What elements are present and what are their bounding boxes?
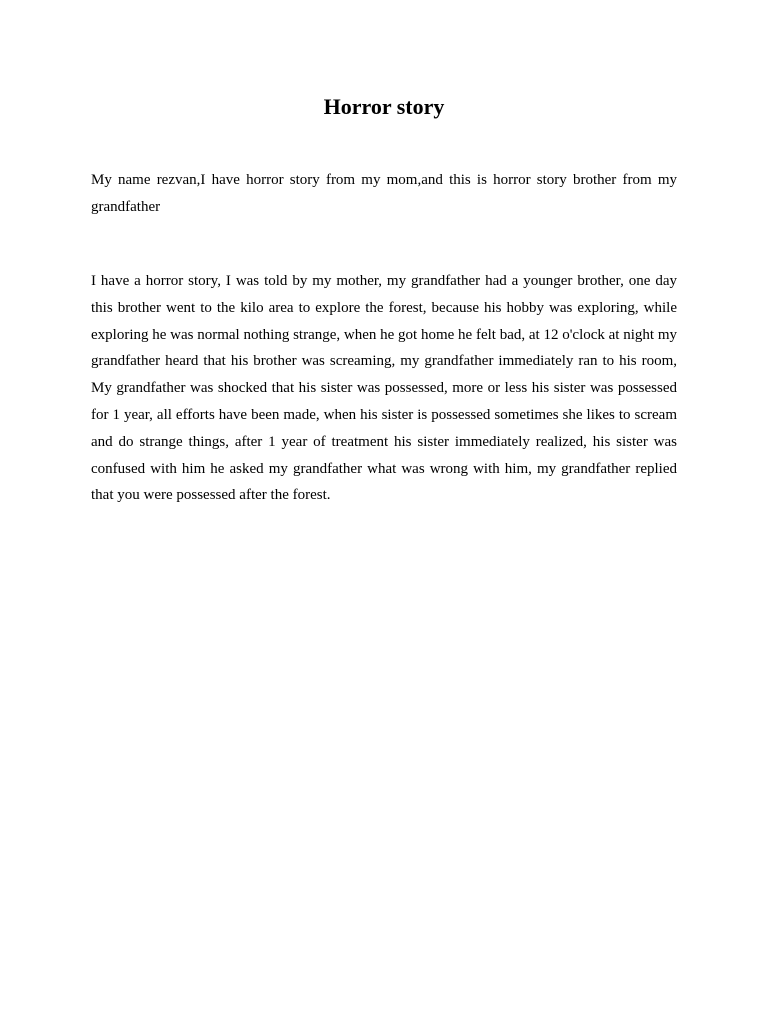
- intro-paragraph: My name rezvan,I have horror story from my mom,and this is horror story brother from my grandfather: [91, 172, 677, 215]
- story-paragraph: I have a horror story, I was told by my mother, my grandfather had a younger brother, one day this brother went to the kilo area to explore the forest, because his hobby was exploring, while exploring he was normal nothing strange, when he got home he felt bad, at 12 o'clock at night my grandfather heard that his brother was screaming, my grandfather immediately ran to his room, My grandfather was shocked that his sister was possessed, more or less his sister was possessed for 1 year, all efforts have been made, when his sister is possessed sometimes she likes to scream and do strange things, after 1 year of treatment his sister immediately realized, his sister was confused with him he asked my grandfather what was wrong with him, my grandfather replied that you were possessed after the forest.: [91, 273, 677, 504]
- document-title: Horror story: [323, 94, 445, 119]
